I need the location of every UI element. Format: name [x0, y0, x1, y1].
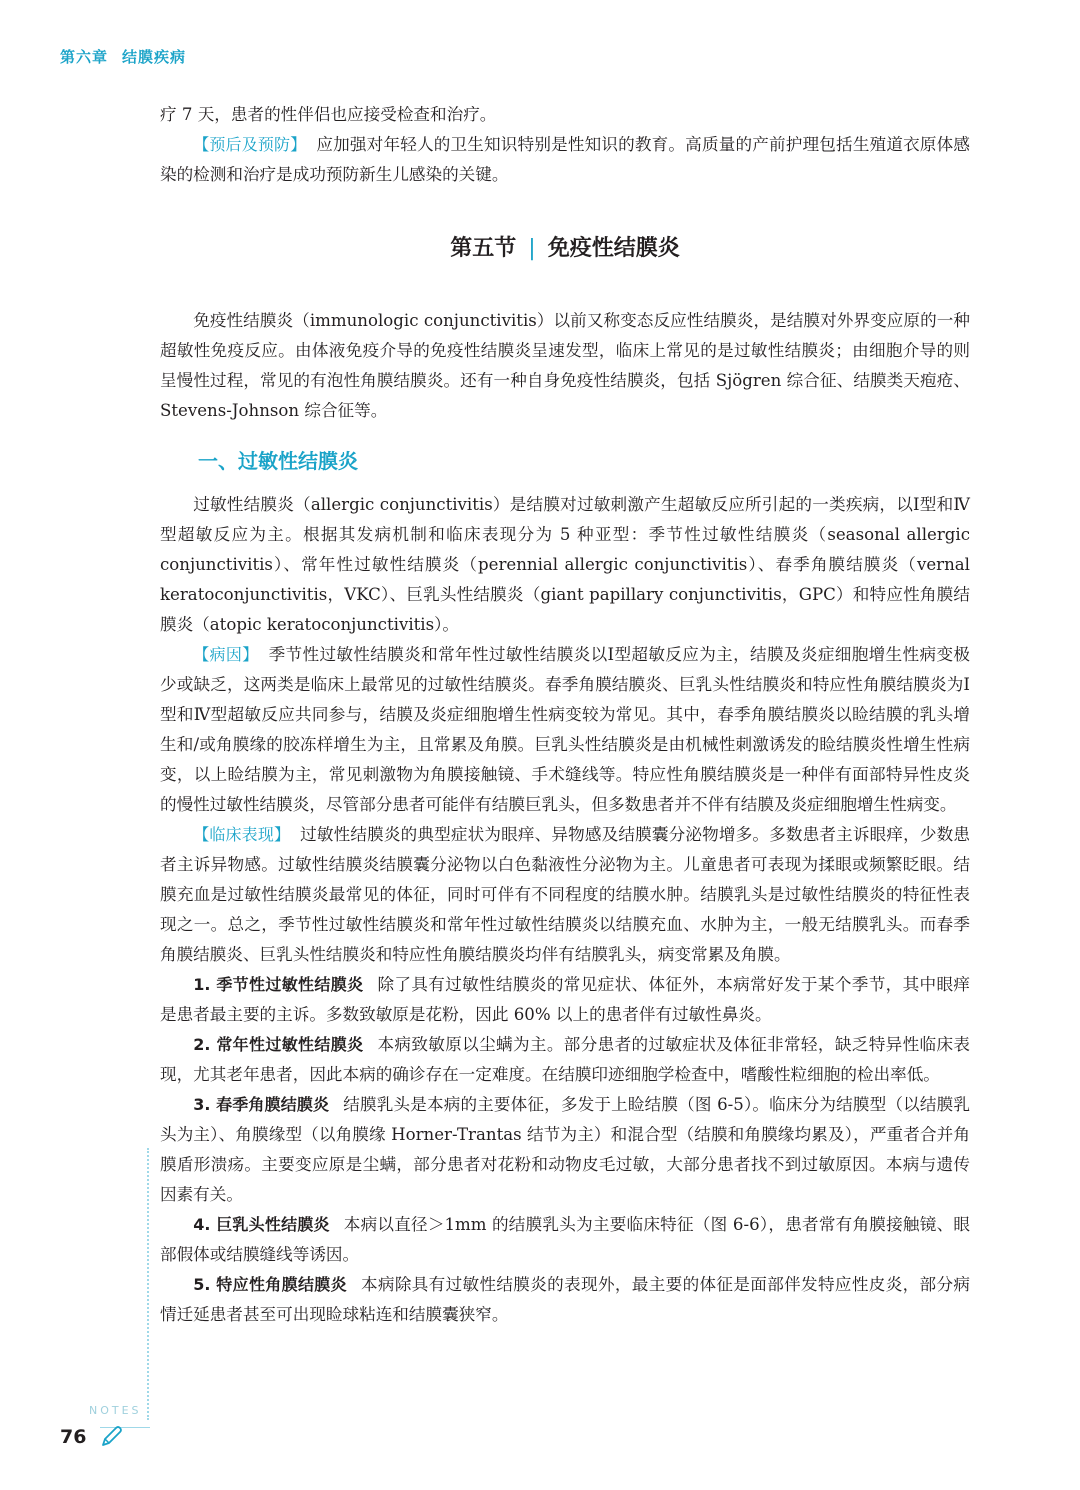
section-name: 免疫性结膜炎 [547, 236, 680, 261]
notes-label: NOTES [89, 1404, 142, 1417]
clinical-text: 过敏性结膜炎的典型症状为眼痒、异物感及结膜囊分泌物增多。多数患者主诉眼痒，少数患者主诉异物感。过敏性结膜炎结膜囊分泌物以白色黏液性分泌物为主。儿童患者可表现为揉眼或频繁眨眼。结膜充血是过敏性结膜炎最常见的体征，同时可伴有不同程度的结膜水肿。结膜乳头是过敏性结膜炎的特征性表现之一。总之，季节性过敏性结膜炎和常年性过敏性结膜炎以结膜充血、水肿为主，一般无结膜乳头。而春季角膜结膜炎、巨乳头性结膜炎和特应性角膜结膜炎均伴有结膜乳头，病变常累及角膜。 [160, 825, 970, 964]
page-number: 76 [60, 1426, 87, 1448]
paragraph-subtype-1 [160, 970, 970, 1030]
paragraph-subtype-2 [160, 1030, 970, 1090]
subtype-text: 本病致敏原以尘螨为主。部分患者的过敏症状及体征非常轻，缺乏特异性临床表现，尤其老年患者，因此本病的确诊存在一定难度。在结膜印迹细胞学检查中，嗜酸性粒细胞的检出率低。 [160, 1035, 970, 1084]
paragraph-subtype-5 [160, 1270, 970, 1330]
section-separator: | [528, 236, 536, 261]
section-title [160, 230, 970, 268]
subtype-title: 2. 常年性过敏性结膜炎 [193, 1035, 364, 1054]
chapter-title: 结膜疾病 [122, 48, 187, 66]
etiology-tag: 【病因】 [193, 645, 259, 664]
paragraph-subtype-3 [160, 1090, 970, 1210]
paragraph-prognosis [160, 130, 970, 190]
subtype-text: 除了具有过敏性结膜炎的常见症状、体征外，本病常好发于某个季节，其中眼痒是患者最主要的主诉。多数致敏原是花粉，因此 60% 以上的患者伴有过敏性鼻炎。 [160, 975, 970, 1024]
paragraph-subtype-4 [160, 1210, 970, 1270]
page-content [160, 100, 970, 1330]
subtype-title: 5. 特应性角膜结膜炎 [193, 1275, 347, 1294]
prognosis-tag: 【预后及预防】 [193, 135, 307, 154]
paragraph-continued: 疗 7 天，患者的性伴侣也应接受检查和治疗。 [160, 105, 497, 124]
paragraph-allergic-intro: 过敏性结膜炎（allergic conjunctivitis）是结膜对过敏刺激产生超敏反应所引起的一类疾病，以Ⅰ型和Ⅳ型超敏反应为主。根据其发病机制和临床表现分为 5 种亚型：季节性过敏性结膜炎（seasonal allergic conjunctivitis）、常年性过敏性结膜炎（perennial allergic conjunctivitis）、春季角膜结膜炎（vernal keratoconjunctivitis，VKC）、巨乳头性结膜炎（giant papillary conjunctivitis，GPC）和特应性角膜结膜炎（atopic keratoconjunctivitis）。 [160, 495, 970, 634]
paragraph-intro: 免疫性结膜炎（immunologic conjunctivitis）以前又称变态反应性结膜炎，是结膜对外界变应原的一种超敏性免疫反应。由体液免疫介导的免疫性结膜炎呈速发型，临床上常见的是过敏性结膜炎；由细胞介导的则呈慢性过程，常见的有泡性角膜结膜炎。还有一种自身免疫性结膜炎，包括 Sjögren 综合征、结膜类天疱疮、Stevens-Johnson 综合征等。 [160, 311, 970, 420]
subtype-text: 本病以直径＞1mm 的结膜乳头为主要临床特征（图 6-6），患者常有角膜接触镜、眼部假体或结膜缝线等诱因。 [160, 1215, 970, 1264]
subtype-text: 本病除具有过敏性结膜炎的表现外，最主要的体征是面部伴发特应性皮炎，部分病情迁延患者甚至可出现睑球粘连和结膜囊狭窄。 [160, 1275, 970, 1324]
prognosis-text: 应加强对年轻人的卫生知识特别是性知识的教育。高质量的产前护理包括生殖道衣原体感染的检测和治疗是成功预防新生儿感染的关键。 [160, 135, 970, 184]
pencil-icon [98, 1424, 124, 1450]
subtype-title: 4. 巨乳头性结膜炎 [193, 1215, 330, 1234]
subtype-title: 1. 季节性过敏性结膜炎 [193, 975, 364, 994]
subsection-heading: 一、过敏性结膜炎 [198, 449, 358, 473]
chapter-number: 第六章 [60, 48, 109, 66]
etiology-text: 季节性过敏性结膜炎和常年性过敏性结膜炎以Ⅰ型超敏反应为主，结膜及炎症细胞增生性病变极少或缺乏，这两类是临床上最常见的过敏性结膜炎。春季角膜结膜炎、巨乳头性结膜炎和特应性角膜结膜炎为Ⅰ型和Ⅳ型超敏反应共同参与，结膜及炎症细胞增生性病变较为常见。其中，春季角膜结膜炎以睑结膜的乳头增生和/或角膜缘的胶冻样增生为主，且常累及角膜。巨乳头性结膜炎是由机械性刺激诱发的睑结膜炎性增生性病变，以上睑结膜为主，常见刺激物为角膜接触镜、手术缝线等。特应性角膜结膜炎是一种伴有面部特异性皮炎的慢性过敏性结膜炎，尽管部分患者可能伴有结膜巨乳头，但多数患者并不伴有结膜及炎症细胞增生性病变。 [160, 645, 970, 814]
paragraph-etiology [160, 640, 970, 820]
paragraph-clinical [160, 820, 970, 970]
section-number: 第五节 [450, 236, 517, 261]
chapter-header [60, 46, 186, 67]
notes-margin-line [147, 1148, 149, 1420]
clinical-tag: 【临床表现】 [193, 825, 291, 844]
subtype-text: 结膜乳头是本病的主要体征，多发于上睑结膜（图 6-5）。临床分为结膜型（以结膜乳头为主）、角膜缘型（以角膜缘 Horner-Trantas 结节为主）和混合型（结膜和角膜缘均累及），严重者合并角膜盾形溃疡。主要变应原是尘螨，部分患者对花粉和动物皮毛过敏，大部分患者找不到过敏原因。本病与遗传因素有关。 [160, 1095, 970, 1204]
subtype-title: 3. 春季角膜结膜炎 [193, 1095, 330, 1114]
